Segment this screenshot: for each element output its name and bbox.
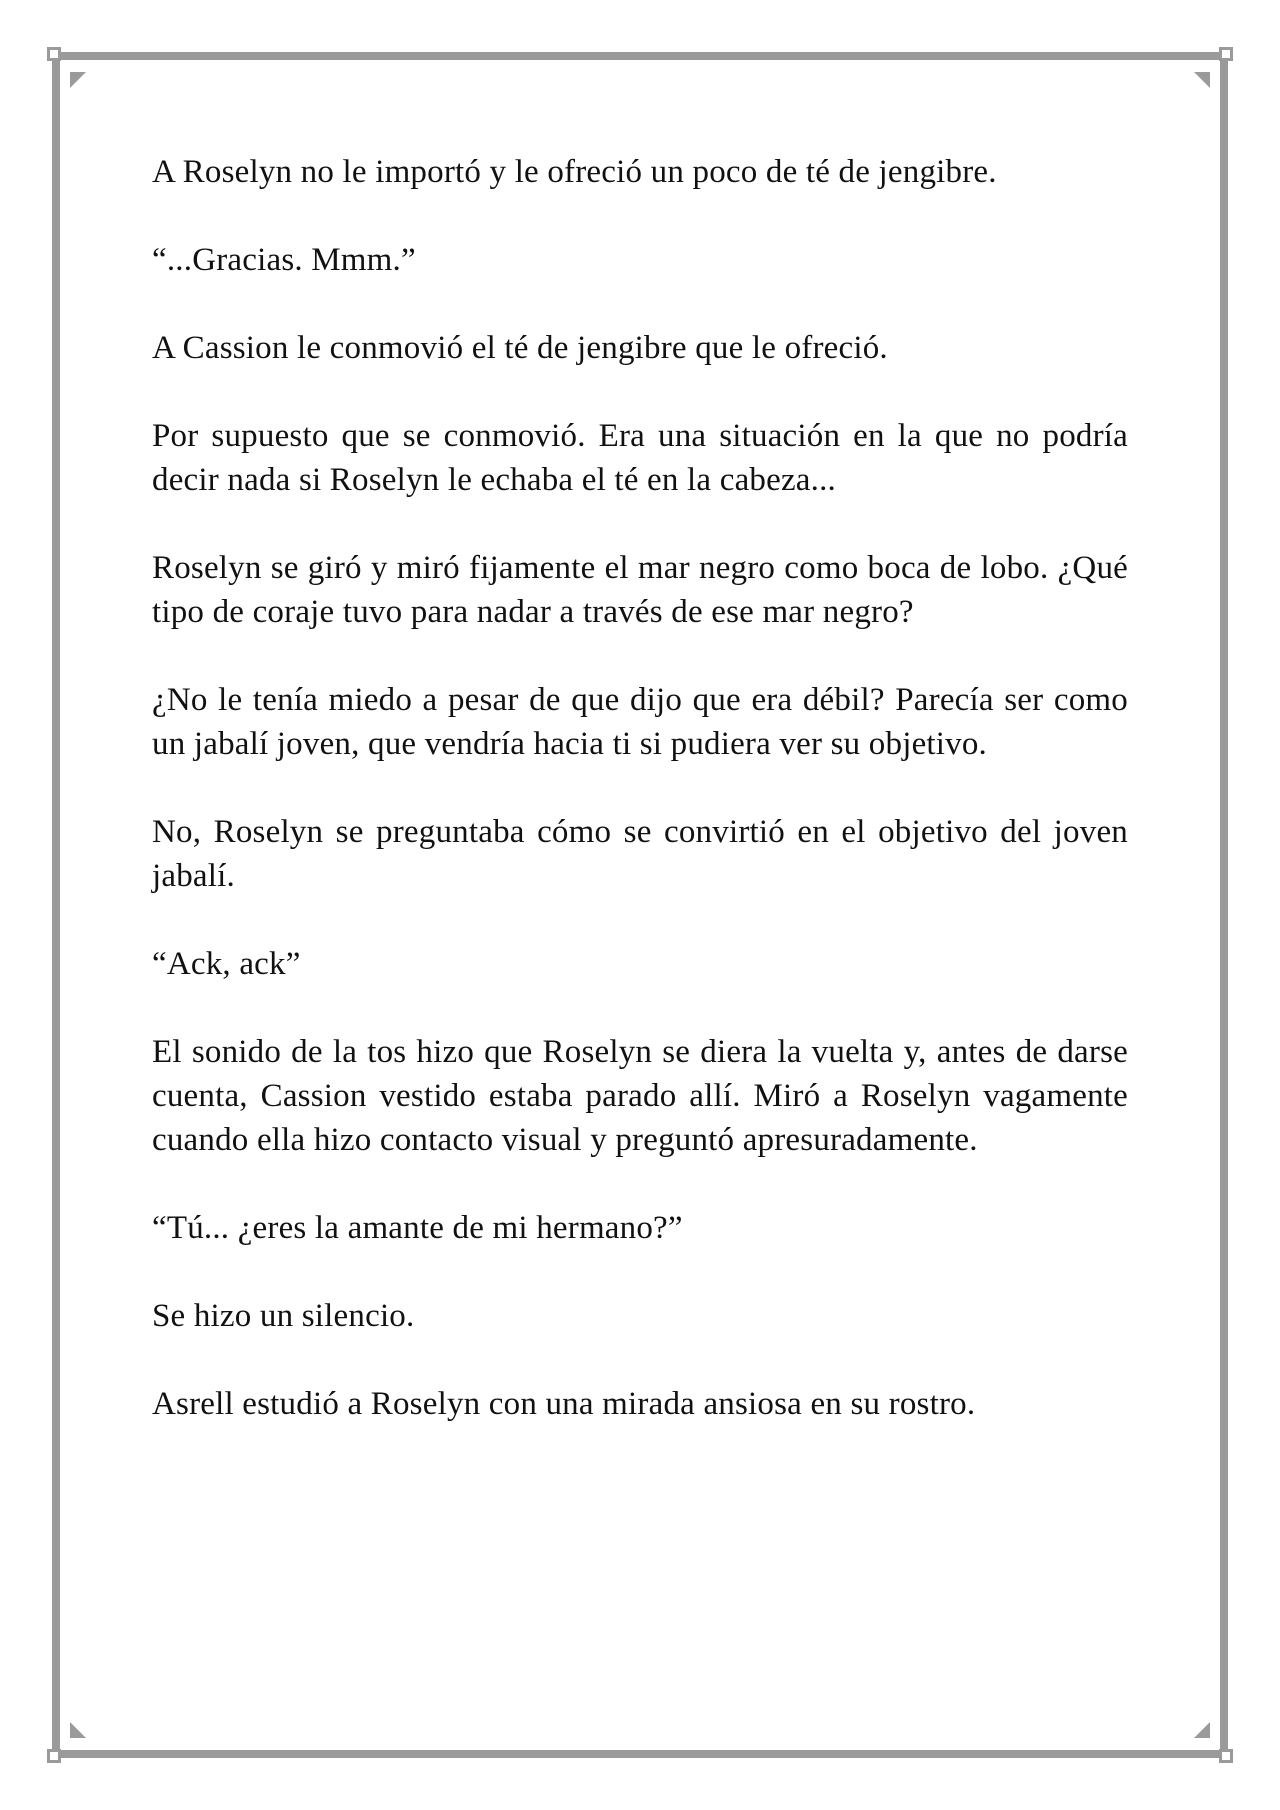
page-body	[152, 150, 1128, 1470]
paragraph: No, Roselyn se preguntaba cómo se convirtió en el objetivo del joven jabalí.	[152, 814, 1128, 894]
corner-triangle-top-right	[1194, 72, 1210, 88]
paragraph: Roselyn se giró y miró fijamente el mar negro como boca de lobo. ¿Qué tipo de coraje tuvo para nadar a través de ese mar negro?	[152, 550, 1128, 630]
frame-right-border	[1220, 56, 1228, 1754]
corner-triangle-bottom-right	[1194, 1722, 1210, 1738]
paragraph: ¿No le tenía miedo a pesar de que dijo que era débil? Parecía ser como un jabalí joven, que vendría hacia ti si pudiera ver su objetivo.	[152, 682, 1128, 762]
paragraph: Por supuesto que se conmovió. Era una situación en la que no podría decir nada si Roselyn le echaba el té en la cabeza...	[152, 418, 1128, 498]
corner-ornament-top-left	[47, 47, 61, 61]
corner-triangle-bottom-left	[70, 1722, 86, 1738]
paragraph: “Ack, ack”	[152, 946, 301, 982]
paragraph: A Cassion le conmovió el té de jengibre que le ofreció.	[152, 330, 888, 366]
paragraph: Se hizo un silencio.	[152, 1298, 415, 1334]
corner-ornament-top-right	[1219, 47, 1233, 61]
corner-triangle-top-left	[70, 72, 86, 88]
paragraph: Asrell estudió a Roselyn con una mirada ansiosa en su rostro.	[152, 1386, 976, 1422]
corner-ornament-bottom-right	[1219, 1749, 1233, 1763]
frame-top-border	[56, 52, 1224, 60]
paragraph: “Tú... ¿eres la amante de mi hermano?”	[152, 1210, 683, 1246]
paragraph: A Roselyn no le importó y le ofreció un poco de té de jengibre.	[152, 154, 997, 190]
paragraph: “...Gracias. Mmm.”	[152, 242, 416, 278]
frame-bottom-border	[56, 1750, 1224, 1758]
frame-left-border	[52, 56, 60, 1754]
corner-ornament-bottom-left	[47, 1749, 61, 1763]
paragraph: El sonido de la tos hizo que Roselyn se diera la vuelta y, antes de darse cuenta, Cassion vestido estaba parado allí. Miró a Roselyn vagamente cuando ella hizo contacto visual y preguntó apresuradamente.	[152, 1034, 1128, 1158]
